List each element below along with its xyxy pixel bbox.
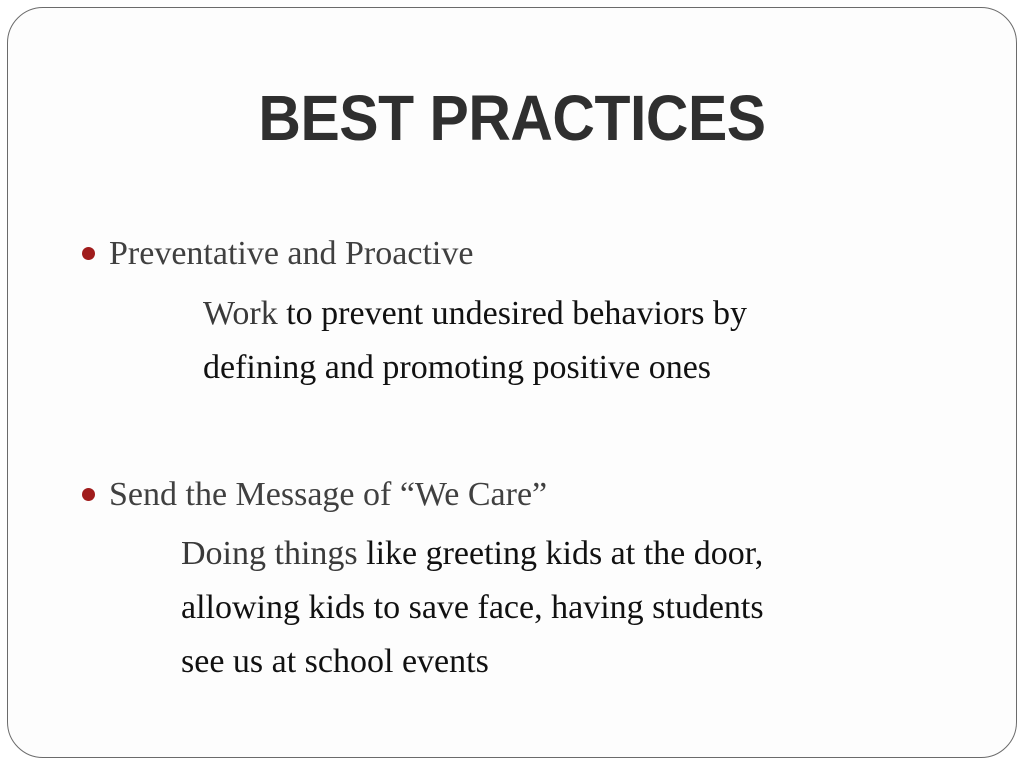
bullet-detail-line <box>181 527 763 581</box>
bullet-marker-icon <box>82 488 95 501</box>
detail-rest-text: to prevent undesired behaviors by <box>277 295 747 332</box>
bullet-heading-preventative: Preventative and Proactive <box>109 235 474 272</box>
bullet-marker-icon <box>82 247 95 260</box>
bullet-detail-line <box>203 287 747 341</box>
bullet-detail-line: allowing kids to save face, having students <box>181 589 764 626</box>
slide-title: BEST PRACTICES <box>258 82 766 154</box>
bullet-heading-we-care: Send the Message of “We Care” <box>109 476 548 513</box>
detail-lead-text: Doing things <box>181 535 358 572</box>
detail-rest-text: like greeting kids at the door, <box>357 535 764 572</box>
bullet-detail-line: see us at school events <box>181 643 489 680</box>
bullet-detail-line: defining and promoting positive ones <box>203 349 712 386</box>
detail-lead-text: Work <box>203 295 278 332</box>
